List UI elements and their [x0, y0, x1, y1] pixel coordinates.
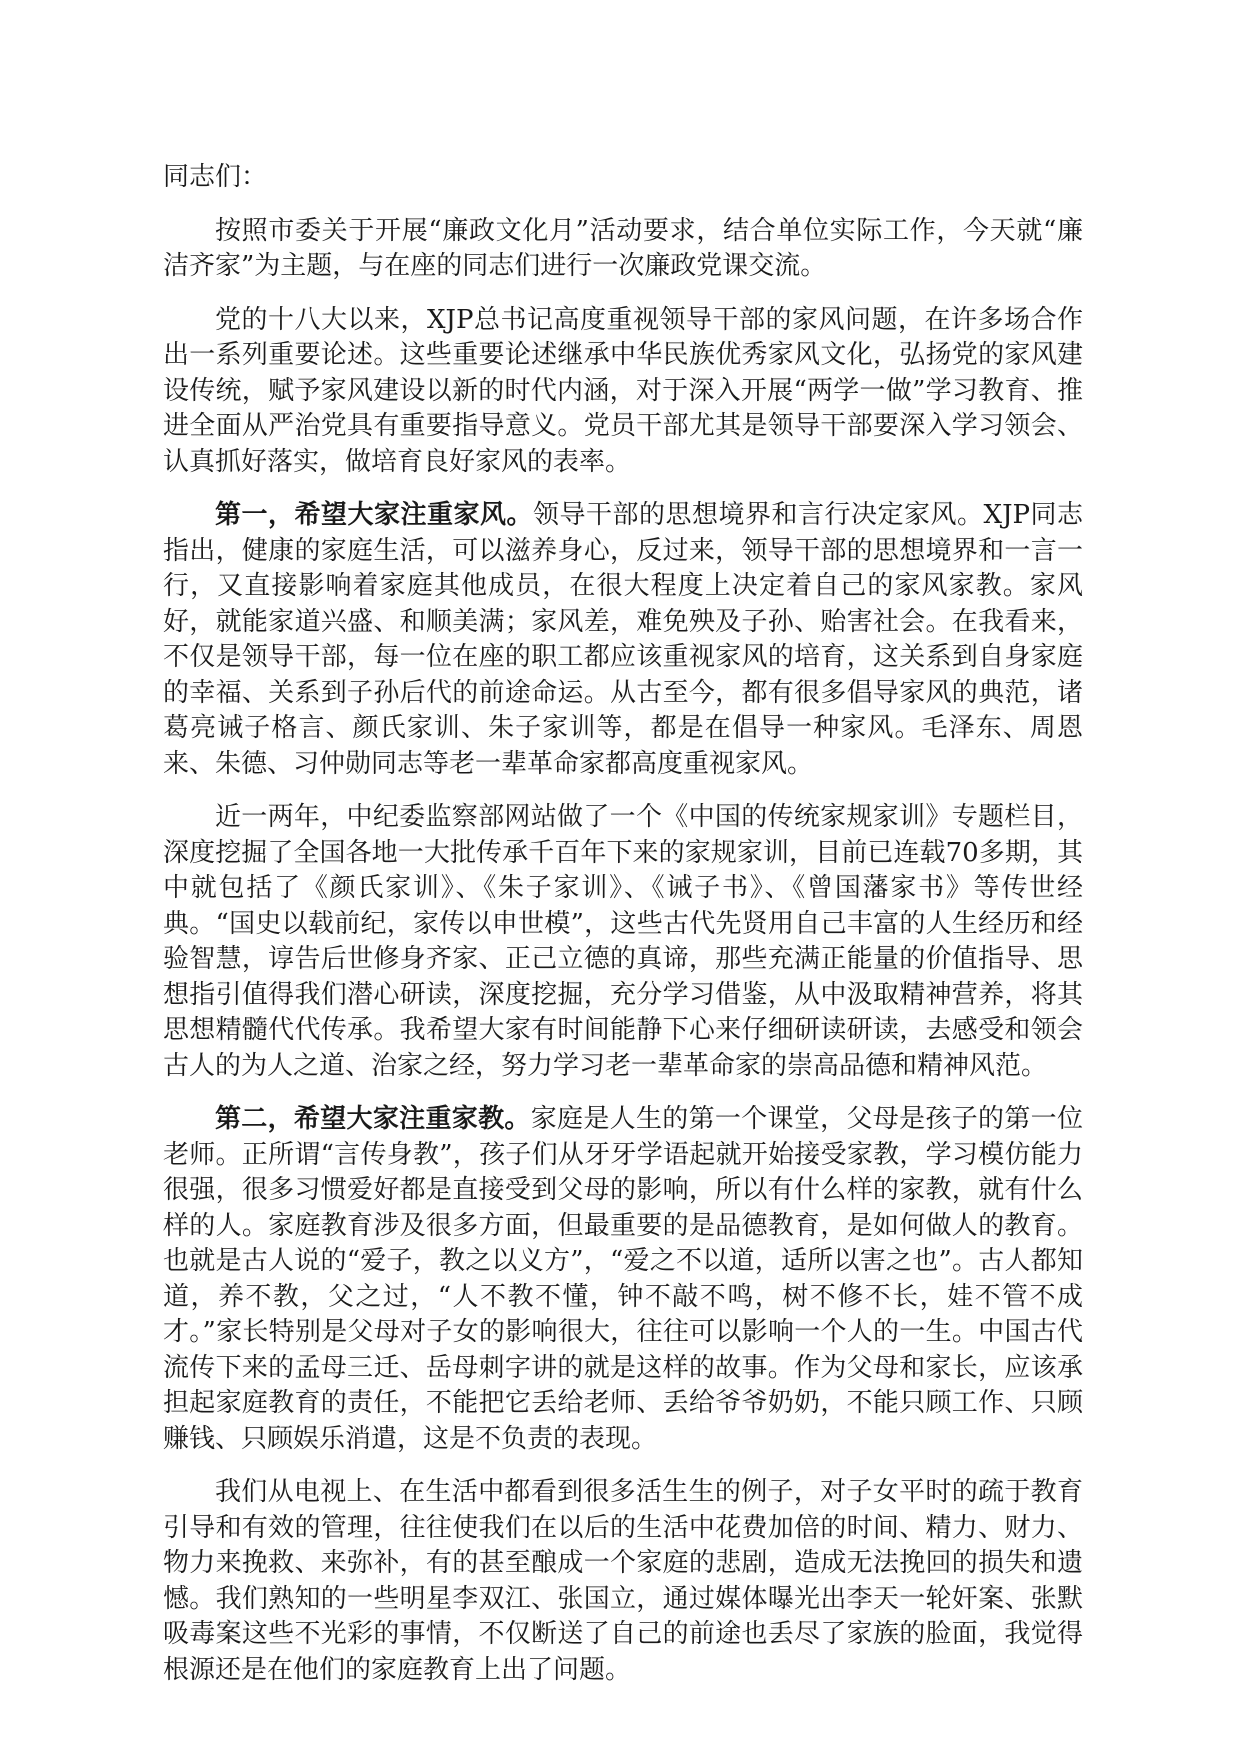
- paragraph-examples: [163, 1475, 1083, 1688]
- paragraph-text: 党的十八大以来，XJP总书记高度重视领导干部的家风问题，在许多场合作出一系列重要论述。这些重要论述继承中华民族优秀家风文化，弘扬党的家风建设传统，赋予家风建设以新的时代内涵，对于深入开展“两学一做”学习教育、推进全面从严治党具有重要指导意义。党员干部尤其是领导干部要深入学习领会、认真抓好落实，做培育良好家风的表率。: [163, 304, 1083, 477]
- document-page: [163, 160, 1083, 1706]
- paragraph-family-rules: [163, 800, 1083, 1084]
- paragraph-text: 家庭是人生的第一个课堂，父母是孩子的第一位老师。正所谓“言传身教”，孩子们从牙牙学语起就开始接受家教，学习模仿能力很强，很多习惯爱好都是直接受到父母的影响，所以有什么样的家教，就有什么样的人。家庭教育涉及很多方面，但最重要的是品德教育，是如何做人的教育。也就是古人说的“爱子，教之以义方”，“爱之不以道，适所以害之也”。古人都知道，养不教，父之过，“人不教不懂，钟不敲不鸣，树不修不长，娃不管不成才。”家长特别是父母对子女的影响很大，往往可以影响一个人的一生。中国古代流传下来的孟母三迁、岳母刺字讲的就是这样的故事。作为父母和家长，应该承担起家庭教育的责任，不能把它丢给老师、丢给爷爷奶奶，不能只顾工作、只顾赚钱、只顾娱乐消遣，这是不负责的表现。: [163, 1104, 1083, 1454]
- paragraph-intro: [163, 214, 1083, 285]
- paragraph-text: 我们从电视上、在生活中都看到很多活生生的例子，对子女平时的疏于教育引导和有效的管理，往往使我们在以后的生活中花费加倍的时间、精力、财力、物力来挽救、来弥补，有的甚至酿成一个家庭的悲剧，造成无法挽回的损失和遗憾。我们熟知的一些明星李双江、张国立，通过媒体曝光出李天一轮奸案、张默吸毒案这些不光彩的事情，不仅断送了自己的前途也丢尽了家族的脸面，我觉得根源还是在他们的家庭教育上出了问题。: [163, 1477, 1083, 1685]
- paragraph-text: 按照市委关于开展“廉政文化月”活动要求，结合单位实际工作，今天就“廉洁齐家”为主题，与在座的同志们进行一次廉政党课交流。: [163, 215, 1083, 281]
- paragraph-text: 领导干部的思想境界和言行决定家风。XJP同志指出，健康的家庭生活，可以滋养身心，反过来，领导干部的思想境界和一言一行，又直接影响着家庭其他成员，在很大程度上决定着自己的家风家教。家风好，就能家道兴盛、和顺美满；家风差，难免殃及子孙、贻害社会。在我看来，不仅是领导干部，每一位在座的职工都应该重视家风的培育，这关系到自身家庭的幸福、关系到子孙后代的前途命运。从古至今，都有很多倡导家风的典范，诸葛亮诫子格言、颜氏家训、朱子家训等，都是在倡导一种家风。毛泽东、周恩来、朱德、习仲勋同志等老一辈革命家都高度重视家风。: [163, 500, 1083, 779]
- paragraph-lead-heading: 第一，希望大家注重家风。: [215, 500, 534, 530]
- paragraph-lead-heading: 第二，希望大家注重家教。: [215, 1104, 531, 1134]
- greeting: 同志们：: [163, 162, 268, 192]
- paragraph-first-point: [163, 498, 1083, 782]
- paragraph-text: 近一两年，中纪委监察部网站做了一个《中国的传统家规家训》专题栏目，深度挖掘了全国各地一大批传承千百年下来的家规家训，目前已连载70多期，其中就包括了《颜氏家训》、《朱子家训》、《诫子书》、《曾国藩家书》等传世经典。“国史以载前纪，家传以申世模”，这些古代先贤用自己丰富的人生经历和经验智慧，谆告后世修身齐家、正己立德的真谛，那些充满正能量的价值指导、思想指引值得我们潜心研读，深度挖掘，充分学习借鉴，从中汲取精神营养，将其思想精髓代代传承。我希望大家有时间能静下心来仔细研读研读，去感受和领会古人的为人之道、治家之经，努力学习老一辈革命家的崇高品德和精神风范。: [163, 802, 1083, 1081]
- paragraph-second-point: [163, 1102, 1083, 1457]
- paragraph-background: [163, 303, 1083, 481]
